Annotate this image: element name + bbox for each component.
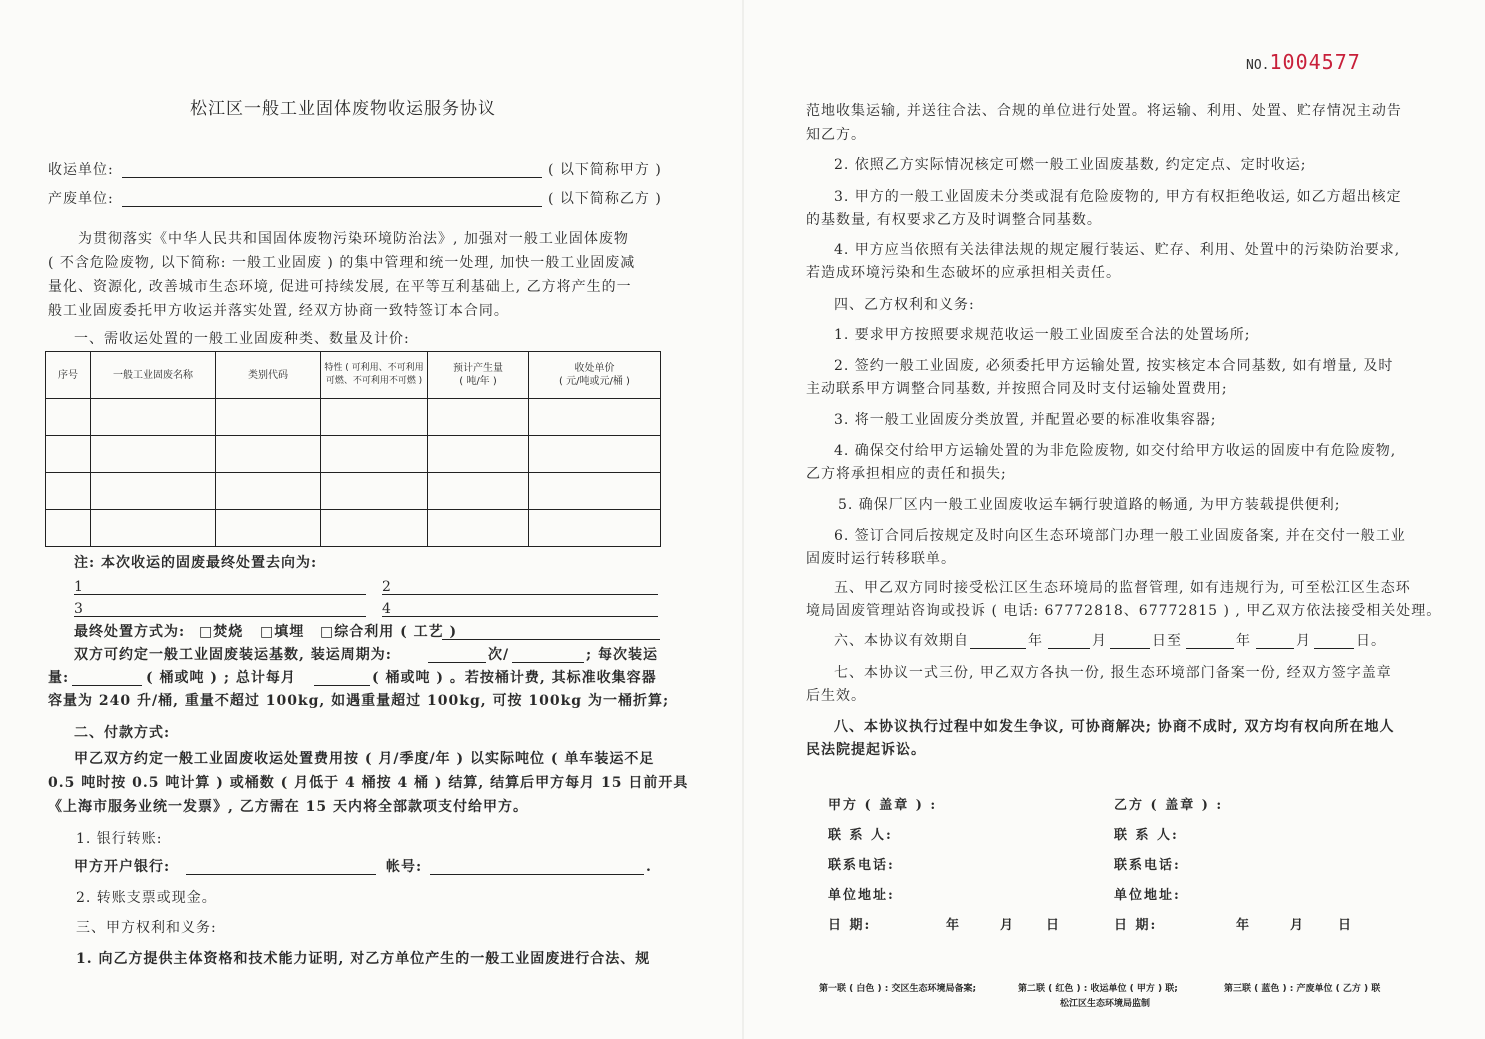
section3-item1-cont: 知乙方。 — [806, 127, 866, 143]
section5: 境局固废管理站咨询或投诉 ( 电话: 67772818、67772815 ) , 甲乙双方依法接受相关处理。 — [806, 603, 1442, 619]
table-cell[interactable] — [91, 399, 216, 436]
party-a-year: 年 — [946, 918, 962, 933]
table-cell[interactable] — [529, 399, 661, 436]
section4-item4: 乙方将承担相应的责任和损失; — [806, 466, 1007, 482]
footer-copy1: 第一联 ( 白色 ) : 交区生态环境局备案; — [819, 984, 977, 994]
option-landfill-checkbox[interactable]: □填埋 — [260, 624, 305, 640]
party-b-date: 日 期: — [1114, 918, 1158, 933]
party-a-seal: 甲方 ( 盖章 ) : — [828, 798, 938, 813]
intro-line: 量化、资源化, 改善城市生态环境, 促进可持续发展, 在平等互利基础上, 乙方将产生的一 — [48, 279, 632, 295]
col-header-volume: 预计产生量 ( 吨/年 ) — [428, 352, 529, 399]
waste-items-table — [45, 351, 661, 547]
monthly-field[interactable] — [314, 685, 370, 686]
account-field[interactable] — [430, 874, 644, 875]
collector-label: 收运单位: — [48, 162, 114, 178]
party-b-seal: 乙方 ( 盖章 ) : — [1114, 798, 1224, 813]
section3-item4: 若造成环境污染和生态破坏的应承担相关责任。 — [806, 265, 1121, 281]
section7: 七、本协议一式三份, 甲乙双方各执一份, 报生态环境部门备案一份, 经双方签字盖章 — [834, 665, 1392, 681]
table-cell[interactable] — [428, 399, 529, 436]
section3-item2: 2. 依照乙方实际情况核定可燃一般工业固废基数, 约定定点、定时收运; — [834, 157, 1307, 173]
account-label: 帐号: — [386, 859, 423, 875]
disposal-field-3[interactable] — [74, 616, 366, 617]
section4-item6: 固废时运行转移联单。 — [806, 551, 956, 567]
disposal-field-1[interactable] — [74, 594, 366, 595]
table-cell[interactable] — [46, 510, 91, 547]
col-header-code: 类别代码 — [216, 352, 321, 399]
option-recycle-checkbox[interactable]: □综合利用 ( 工艺 ) — [320, 624, 458, 640]
start-year-field[interactable] — [970, 648, 1026, 649]
col-header-property: 特性 ( 可利用、不可利用 可燃、不可利用不可燃 ) — [321, 352, 428, 399]
disposal-method-label: 最终处置方式为: — [74, 624, 186, 640]
disposal-note-title: 注: 本次收运的固废最终处置去向为: — [74, 555, 318, 571]
table-cell[interactable] — [321, 510, 428, 547]
document-title: 松江区一般工业固体废物收运服务协议 — [190, 99, 496, 119]
cash-option: 2. 转账支票或现金。 — [76, 890, 217, 906]
quantity-label: 量: — [48, 670, 70, 686]
party-b-address: 单位地址: — [1114, 888, 1181, 903]
table-cell[interactable] — [428, 473, 529, 510]
section6-year: 年 — [1028, 633, 1043, 649]
section1-heading: 一、需收运处置的一般工业固废种类、数量及计价: — [74, 331, 410, 347]
table-cell[interactable] — [46, 399, 91, 436]
table-cell[interactable] — [91, 510, 216, 547]
process-field[interactable] — [442, 639, 660, 640]
table-cell[interactable] — [428, 510, 529, 547]
intro-line: ( 不含危险废物, 以下简称: 一般工业固废 ) 的集中管理和统一处理, 加快一般工业固废减 — [48, 255, 636, 271]
cycle-period-field[interactable] — [512, 662, 584, 663]
table-cell[interactable] — [529, 436, 661, 473]
section4-item2: 主动联系甲方调整合同基数, 并按照合同及时支付运输处置费用; — [806, 381, 1228, 397]
monthly-label: ( 桶或吨 ) ; 总计每月 — [146, 670, 296, 686]
end-month-field[interactable] — [1256, 648, 1294, 649]
section3-item4: 4. 甲方应当依照有关法律法规的规定履行装运、贮存、利用、处置中的污染防治要求, — [834, 242, 1401, 258]
disposal-number-4: 4 — [382, 601, 392, 617]
container-rule: 容量为 240 升/桶, 重量不超过 100kg, 如遇重量超过 100kg, 可按 100kg 为一桶折算; — [48, 693, 670, 709]
party-a-date: 日 期: — [828, 918, 872, 933]
party-a-month: 月 — [1000, 918, 1016, 933]
serial-value: 1004577 — [1269, 50, 1361, 74]
collector-note: ( 以下简称甲方 ) — [548, 162, 662, 178]
col-header-price: 收处单价 ( 元/吨或元/桶 ) — [529, 352, 661, 399]
table-cell[interactable] — [91, 436, 216, 473]
table-row — [46, 510, 661, 547]
payment-line: 甲乙双方约定一般工业固废收运处置费用按 ( 月/季度/年 ) 以实际吨位 ( 单车装运不足 — [74, 751, 655, 767]
section4-item5: 5. 确保厂区内一般工业固废收运车辆行驶道路的畅通, 为甲方装载提供便利; — [838, 497, 1341, 513]
producer-note: ( 以下简称乙方 ) — [548, 191, 662, 207]
section4-item4: 4. 确保交付给甲方运输处置的为非危险废物, 如交付给甲方收运的固废中有危险废物, — [834, 443, 1397, 459]
table-cell[interactable] — [216, 399, 321, 436]
intro-line: 般工业固废委托甲方收运并落实处置, 经双方协商一致特签订本合同。 — [48, 303, 509, 319]
account-end: . — [646, 859, 652, 875]
party-a-contact: 联 系 人: — [828, 828, 893, 843]
end-year-field[interactable] — [1186, 648, 1234, 649]
disposal-number-3: 3 — [74, 601, 84, 617]
section3-item3: 3. 甲方的一般工业固废未分类或混有危险废物的, 甲方有权拒绝收运, 如乙方超出核定 — [834, 189, 1402, 205]
quantity-field[interactable] — [72, 685, 142, 686]
table-header-row — [46, 352, 661, 399]
section6-month: 月 — [1092, 633, 1107, 649]
footer-supervisor: 松江区生态环境局监制 — [1060, 999, 1151, 1009]
section6-start: 六、本协议有效期自 — [834, 633, 969, 649]
serial-number — [1246, 50, 1361, 74]
cycle-count-field[interactable] — [428, 662, 486, 663]
table-cell[interactable] — [529, 510, 661, 547]
section6-to: 日至 — [1152, 633, 1182, 649]
table-cell[interactable] — [529, 473, 661, 510]
section3-item3: 的基数量, 有权要求乙方及时调整合同基数。 — [806, 212, 1102, 228]
section4-item2: 2. 签约一般工业固废, 必须委托甲方运输处置, 按实核定本合同基数, 如有增量, 及时 — [834, 358, 1394, 374]
section8: 民法院提起诉讼。 — [806, 742, 926, 758]
cycle-line-end: ; 每次装运 — [586, 647, 659, 663]
party-a-phone: 联系电话: — [828, 858, 895, 873]
table-row — [46, 473, 661, 510]
serial-label: NO. — [1246, 58, 1270, 73]
col-header-seq: 序号 — [46, 352, 91, 399]
table-cell[interactable] — [46, 436, 91, 473]
section6-year2: 年 — [1236, 633, 1251, 649]
section8: 八、本协议执行过程中如发生争议, 可协商解决; 协商不成时, 双方均有权向所在地人 — [834, 719, 1395, 735]
start-day-field[interactable] — [1110, 648, 1150, 649]
producer-field[interactable] — [122, 206, 542, 207]
section5: 五、甲乙双方同时接受松江区生态环境局的监督管理, 如有违规行为, 可至松江区生态环 — [834, 580, 1411, 596]
table-row — [46, 399, 661, 436]
section6-month2: 月 — [1296, 633, 1311, 649]
disposal-field-4[interactable] — [382, 616, 658, 617]
footer-copy3: 第三联 ( 蓝色 ) : 产废单位 ( 乙方 ) 联 — [1224, 984, 1381, 994]
bank-field[interactable] — [186, 874, 376, 875]
table-cell[interactable] — [46, 473, 91, 510]
table-cell[interactable] — [321, 436, 428, 473]
container-line: ( 桶或吨 ) 。若按桶计费, 其标准收集容器 — [372, 670, 657, 686]
cycle-line-start: 双方可约定一般工业固废装运基数, 装运周期为: — [74, 647, 392, 663]
table-cell[interactable] — [216, 473, 321, 510]
section4-item6: 6. 签订合同后按规定及时向区生态环境部门办理一般工业固废备案, 并在交付一般工业 — [834, 528, 1406, 544]
table-cell[interactable] — [428, 436, 529, 473]
section2-heading: 二、付款方式: — [74, 725, 171, 741]
party-b-day: 日 — [1338, 918, 1354, 933]
producer-label: 产废单位: — [48, 191, 114, 207]
section3-item1-cont: 范地收集运输, 并送往合法、合规的单位进行处置。将运输、利用、处置、贮存情况主动告 — [806, 103, 1402, 119]
payment-line: 《上海市服务业统一发票》, 乙方需在 15 天内将全部款项支付给甲方。 — [48, 799, 528, 815]
party-a-day: 日 — [1046, 918, 1062, 933]
section4-heading: 四、乙方权利和义务: — [834, 297, 975, 313]
option-incineration-checkbox[interactable]: □焚烧 — [199, 624, 244, 640]
party-b-year: 年 — [1236, 918, 1252, 933]
collector-field[interactable] — [122, 177, 542, 178]
section4-item1: 1. 要求甲方按照要求规范收运一般工业固废至合法的处置场所; — [834, 327, 1251, 343]
section6-day2: 日。 — [1356, 633, 1386, 649]
table-cell[interactable] — [216, 436, 321, 473]
party-a-address: 单位地址: — [828, 888, 895, 903]
disposal-field-2[interactable] — [382, 594, 658, 595]
payment-line: 0.5 吨时按 0.5 吨计算 ) 或桶数 ( 月低于 4 桶按 4 桶 ) 结算, 结算后甲方每月 15 日前开具 — [48, 775, 689, 791]
disposal-number-1: 1 — [74, 579, 84, 595]
section4-item3: 3. 将一般工业固废分类放置, 并配置必要的标准收集容器; — [834, 412, 1217, 428]
table-row — [46, 436, 661, 473]
intro-line: 为贯彻落实《中华人民共和国固体废物污染环境防治法》, 加强对一般工业固体废物 — [78, 231, 629, 247]
party-b-month: 月 — [1290, 918, 1306, 933]
start-month-field[interactable] — [1048, 648, 1090, 649]
bank-transfer-heading: 1. 银行转账: — [76, 831, 163, 847]
section3-item1: 1. 向乙方提供主体资格和技术能力证明, 对乙方单位产生的一般工业固废进行合法、规 — [76, 951, 651, 967]
end-day-field[interactable] — [1314, 648, 1354, 649]
left-page — [0, 0, 742, 1039]
footer-copy2: 第二联 ( 红色 ) : 收运单位 ( 甲方 ) 联; — [1018, 984, 1178, 994]
disposal-number-2: 2 — [382, 579, 392, 595]
cycle-line-mid: 次/ — [488, 647, 510, 663]
party-b-phone: 联系电话: — [1114, 858, 1181, 873]
table-cell[interactable] — [321, 473, 428, 510]
section7: 后生效。 — [806, 688, 866, 704]
table-cell[interactable] — [216, 510, 321, 547]
party-b-contact: 联 系 人: — [1114, 828, 1179, 843]
bank-label: 甲方开户银行: — [74, 859, 171, 875]
section3-heading: 三、甲方权利和义务: — [76, 920, 217, 936]
col-header-name: 一般工业固废名称 — [91, 352, 216, 399]
table-cell[interactable] — [91, 473, 216, 510]
table-cell[interactable] — [321, 399, 428, 436]
